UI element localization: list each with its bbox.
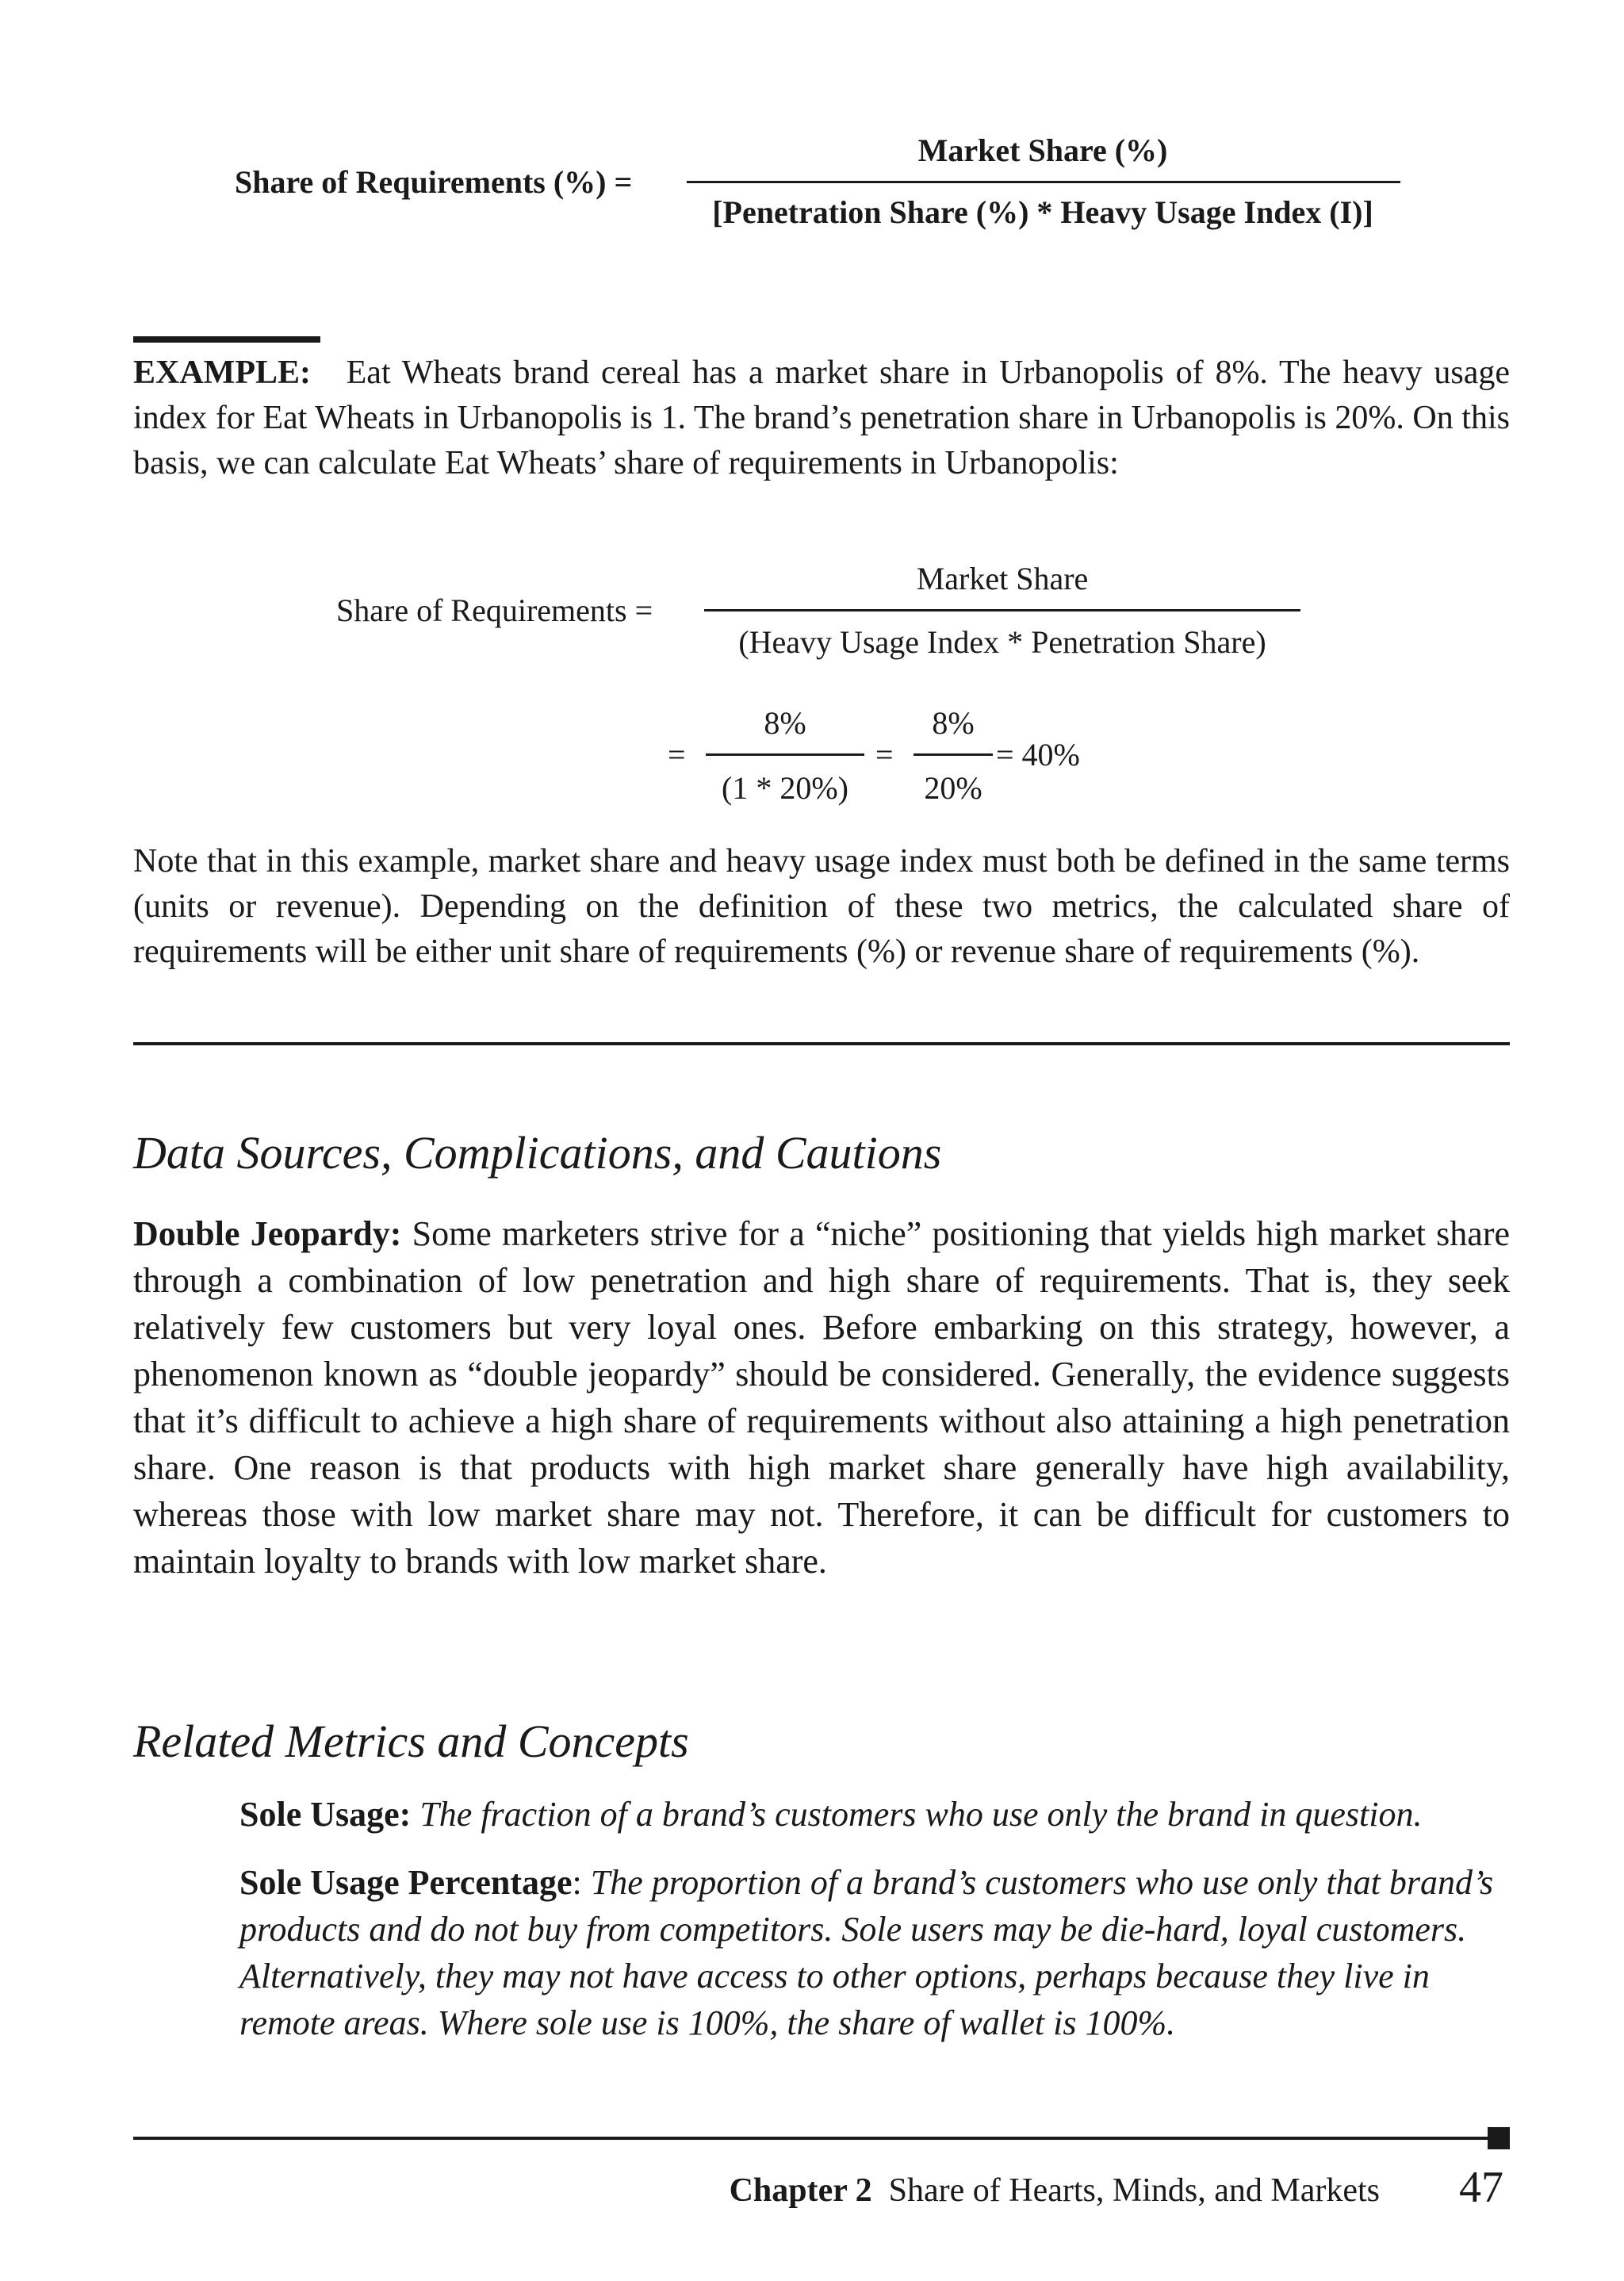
- example-text: Eat Wheats brand cereal has a market share in Urbanopolis of 8%. The heavy usage index for Eat Wheats in Urbanopolis is 1. The brand’s penetration share in Urbanopolis is 20%. On this basis, we can calculate Eat Wheats’ share of requirements in Urbanopolis:: [133, 355, 1511, 481]
- formula3-fraction-bar-1: [706, 753, 864, 756]
- definition-separator: :: [572, 1863, 582, 1902]
- formula3-numerator-1: 8%: [764, 705, 806, 741]
- formula3-equals-2: =: [875, 737, 894, 772]
- example-rule: [133, 336, 320, 343]
- formula2-numerator: Market Share: [916, 561, 1089, 596]
- double-jeopardy-term: Double Jeopardy:: [133, 1214, 402, 1253]
- double-jeopardy-text: Some marketers strive for a “niche” positioning that yields high market share through a combination of low penetration and high share of requirements. That is, they seek relatively few customers but very loyal ones. Before embarking on this strategy, however, a phenomenon known as “double jeopardy” should be considered. Generally, the evidence suggests that it’s difficult to achieve a high share of requirements without also attaining a high penetration share. One reason is that products with high market share generally have high availability, whereas those with low market share may not. Therefore, it can be difficult for customers to maintain loyalty to brands with low market share.: [133, 1214, 1511, 1581]
- formula1-lhs: Share of Requirements (%) =: [235, 164, 633, 200]
- chapter-title: Share of Hearts, Minds, and Markets: [888, 2172, 1380, 2209]
- formula1-denominator: [Penetration Share (%) * Heavy Usage Index (I)]: [712, 194, 1373, 230]
- definition-term: Sole Usage Percentage: [239, 1863, 573, 1902]
- footer-rule: [133, 2137, 1500, 2140]
- section-heading-related-metrics: Related Metrics and Concepts: [133, 1716, 689, 1767]
- formula1-numerator: Market Share (%): [917, 132, 1168, 168]
- formula3-equals-1: =: [668, 737, 686, 772]
- example-paragraph: [133, 351, 1510, 486]
- formula2-lhs: Share of Requirements =: [336, 592, 653, 628]
- formula3-result: = 40%: [996, 737, 1080, 772]
- definition-description: The proportion of a brand’s customers who use only that brand’s products and do not buy from competitors. Sole users may be die-hard, loyal customers. Alternatively, they may not have access to other options, perhaps because they live in remote areas. Where sole use is 100%, the share of wallet is 100%.: [239, 1863, 1494, 2042]
- running-footer: [730, 2172, 1380, 2210]
- page-number: 47: [1459, 2163, 1503, 2212]
- section-heading-data-sources: Data Sources, Complications, and Cautions: [133, 1127, 942, 1179]
- formula3-denominator-1: (1 * 20%): [722, 770, 848, 806]
- footer-square-marker: [1488, 2127, 1510, 2149]
- formula1-fraction-bar: [687, 181, 1400, 183]
- double-jeopardy-paragraph: [133, 1210, 1510, 1585]
- example-label: EXAMPLE:: [133, 355, 311, 391]
- formula3-numerator-2: 8%: [932, 705, 975, 741]
- definition-description: The fraction of a brand’s customers who use only the brand in question.: [419, 1795, 1423, 1834]
- chapter-label: Chapter 2: [729, 2172, 872, 2209]
- example-end-rule: [133, 1042, 1510, 1045]
- formula3-fraction-bar-2: [914, 753, 993, 756]
- definition-term: Sole Usage:: [239, 1795, 412, 1834]
- formula2-fraction-bar: [704, 609, 1300, 611]
- definition-sole-usage-percentage: [239, 1859, 1510, 2046]
- definition-sole-usage: [239, 1791, 1510, 1838]
- note-paragraph: Note that in this example, market share and heavy usage index must both be defined in the same terms (units or revenue). Depending on the definition of these two metrics, the calculated share of requirements will be either unit share of requirements (%) or revenue share of requirements (%).: [133, 843, 1510, 970]
- formula2-denominator: (Heavy Usage Index * Penetration Share): [738, 624, 1266, 660]
- formula3-denominator-2: 20%: [924, 770, 982, 806]
